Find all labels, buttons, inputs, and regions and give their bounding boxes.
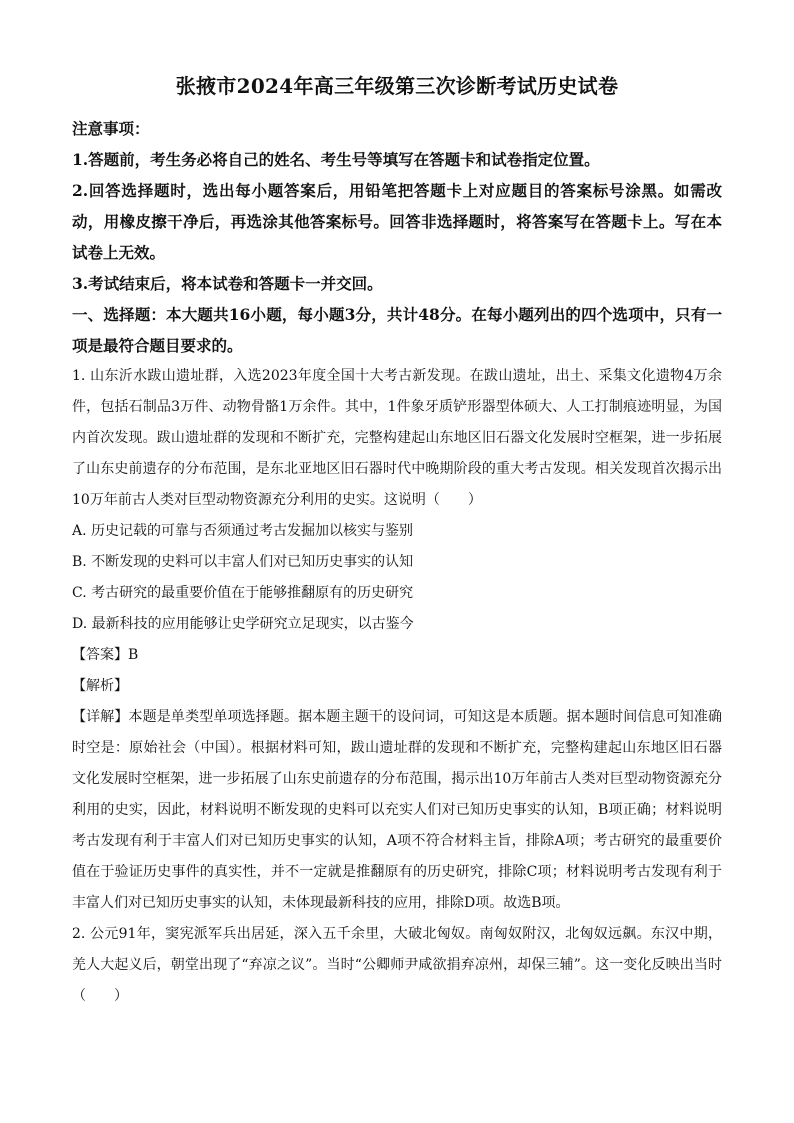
notice-item-1: 1.答题前，考生务必将自己的姓名、考生号等填写在答题卡和试卷指定位置。 (72, 150, 600, 169)
question-1-option-a: A. 历史记载的可靠与否须通过考古发掘加以核实与鉴别 (72, 523, 414, 539)
section-heading: 一、选择题：本大题共16小题，每小题3分，共计48分。在每小题列出的四个选项中，只有一项是最符合题目要求的。 (72, 305, 722, 355)
question-2-stem: 2. 公元91年，窦宪派军兵出居延，深入五千余里，大破北匈奴。南匈奴附汉，北匈奴远飙。东汉中期，羌人大起义后，朝堂出现了“弃凉之议”。当时“公卿师尹咸欲捐弃凉州，却保三辅”。这一变化反映出当时（ ） (72, 926, 722, 1004)
page-title: 张掖市2024年高三年级第三次诊断考试历史试卷 (175, 74, 619, 98)
question-1-detail: 【详解】本题是单类型单项选择题。据本题主题干的设问词，可知这是本质题。据本题时间信息可知准确时空是：原始社会（中国）。根据材料可知，跋山遗址群的发现和不断扩充，完整构建起山东地区旧石器文化发展时空框架，进一步拓展了山东史前遗存的分布范围，揭示出10万年前古人类对巨型动物资源充分利用的史实，因此，材料说明不断发现的史料可以充实人们对已知历史事实的认知，B项正确；材料说明考古发现有利于丰富人们对已知历史事实的认知，A项不符合材料主旨，排除A项；考古研究的最重要价值在于验证历史事件的真实性，并不一定就是推翻原有的历史研究，排除C项；材料说明考古发现有利于丰富人们对已知历史事实的认知，未体现最新科技的应用，排除D项。故选B项。 (72, 709, 722, 911)
question-1-option-c: C. 考古研究的最重要价值在于能够推翻原有的历史研究 (72, 585, 414, 601)
question-1-answer: 【答案】B (72, 647, 139, 663)
notice-item-2: 2.回答选择题时，选出每小题答案后，用铅笔把答题卡上对应题目的答案标号涂黑。如需改动，用橡皮擦干净后，再选涂其他答案标号。回答非选择题时，将答案写在答题卡上。写在本试卷上无效。 (72, 181, 722, 262)
question-1-option-b: B. 不断发现的史料可以丰富人们对已知历史事实的认知 (72, 554, 414, 570)
notice-item-3: 3.考试结束后，将本试卷和答题卡一并交回。 (72, 274, 383, 293)
question-1-option-d: D. 最新科技的应用能够让史学研究立足现实，以古鉴今 (72, 616, 414, 632)
question-1-analysis-label: 【解析】 (72, 678, 128, 694)
notice-heading: 注意事项： (72, 119, 150, 138)
question-1-stem: 1. 山东沂水跋山遗址群，入选2023年度全国十大考古新发现。在跋山遗址，出土、采集文化遗物4万余件，包括石制品3万件、动物骨骼1万余件。其中，1件象牙质铲形器型体硕大、人工打制痕迹明显，为国内首次发现。跋山遗址群的发现和不断扩充，完整构建起山东地区旧石器文化发展时空框架，进一步拓展了山东史前遗存的分布范围，是东北亚地区旧石器时代中晚期阶段的重大考古发现。相关发现首次揭示出10万年前古人类对巨型动物资源充分利用的史实。这说明（ ） (72, 368, 722, 508)
exam-page (72, 62, 722, 1012)
